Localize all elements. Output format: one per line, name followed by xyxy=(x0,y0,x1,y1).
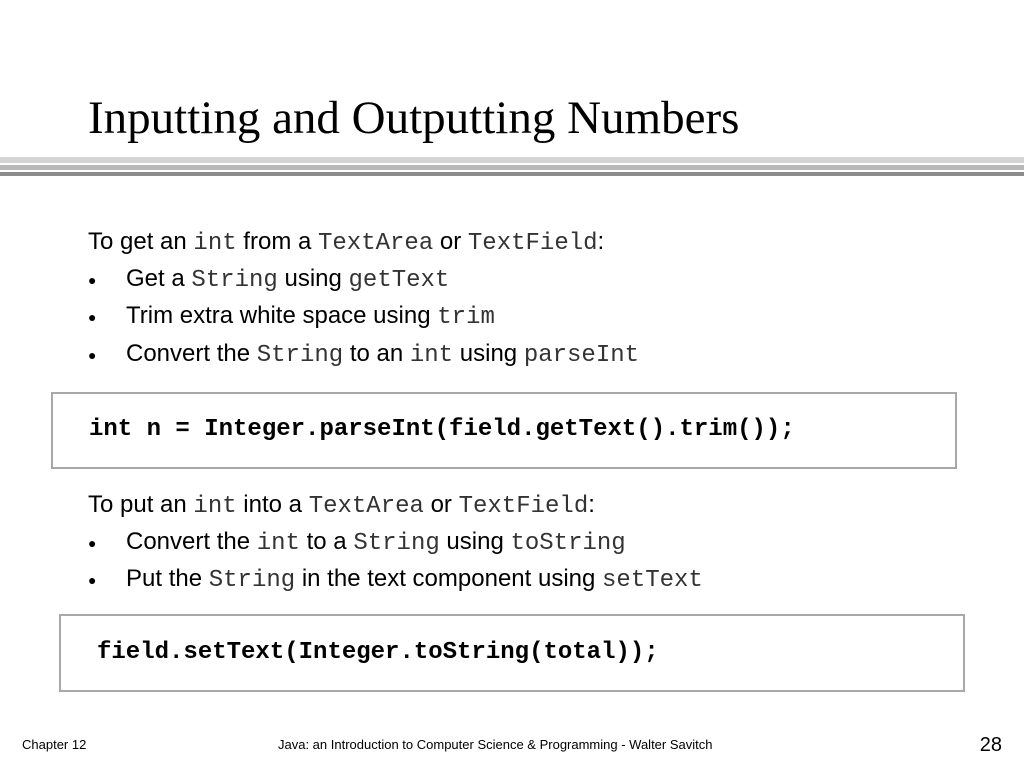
text-run: : xyxy=(588,491,595,518)
bullet-dot: ● xyxy=(88,347,97,363)
text-run: from a xyxy=(236,228,318,255)
code-run: TextField xyxy=(458,493,589,520)
section2-bullet-1 xyxy=(126,525,626,561)
code-run: int xyxy=(193,493,237,520)
footer-book-title: Java: an Introduction to Computer Science & Programming - Walter Savitch xyxy=(278,737,713,752)
section2-bullet-2 xyxy=(126,562,703,598)
code-run: TextField xyxy=(467,230,598,257)
code-run: int xyxy=(409,342,454,369)
code-run: String xyxy=(256,342,344,369)
text-run: in the text component using xyxy=(295,565,603,592)
text-run: Convert the xyxy=(126,340,257,367)
bullet-dot: ● xyxy=(88,272,97,288)
text-run: or xyxy=(433,228,468,255)
bullet-dot: ● xyxy=(88,572,97,588)
title-rule-dark xyxy=(0,172,1024,176)
code-parse-int: int n = Integer.parseInt(field.getText().trim()); xyxy=(89,416,795,443)
text-run: : xyxy=(597,228,605,255)
section1-bullet-2 xyxy=(126,299,495,335)
code-run: TextArea xyxy=(318,230,434,257)
section1-bullet-1 xyxy=(126,262,449,298)
bullet-dot: ● xyxy=(88,309,97,325)
bullet-dot: ● xyxy=(88,535,97,551)
code-run: String xyxy=(353,530,440,557)
text-run: into a xyxy=(236,491,309,518)
text-run: to a xyxy=(299,528,354,555)
code-run: setText xyxy=(602,567,703,594)
code-run: int xyxy=(256,530,300,557)
footer-chapter: Chapter 12 xyxy=(22,737,87,752)
text-run: or xyxy=(423,491,459,518)
text-run: using xyxy=(439,528,511,555)
text-run: Trim extra white space using xyxy=(126,302,438,329)
code-set-text: field.setText(Integer.toString(total)); xyxy=(97,639,659,666)
text-run: To put an xyxy=(88,491,194,518)
code-run: trim xyxy=(437,304,495,331)
section1-bullet-3 xyxy=(126,337,639,373)
title-rule-mid xyxy=(0,165,1024,170)
slide-title: Inputting and Outputting Numbers xyxy=(88,92,740,144)
text-run: to an xyxy=(343,340,410,367)
text-run: Put the xyxy=(126,565,209,592)
code-box-parse xyxy=(51,392,957,469)
text-run: using xyxy=(277,265,349,292)
code-box-settext xyxy=(59,614,965,692)
text-run: Get a xyxy=(126,265,192,292)
section1-intro xyxy=(88,225,604,261)
code-run: getText xyxy=(348,267,450,294)
code-run: parseInt xyxy=(523,342,640,369)
text-run: using xyxy=(453,340,524,367)
title-rule-light xyxy=(0,157,1024,163)
code-run: TextArea xyxy=(308,493,424,520)
code-run: String xyxy=(191,267,278,294)
code-run: String xyxy=(208,567,296,594)
code-run: toString xyxy=(510,530,626,557)
page-number: 28 xyxy=(979,734,1002,756)
section2-intro xyxy=(88,488,595,524)
text-run: Convert the xyxy=(126,528,257,555)
text-run: To get an xyxy=(88,228,194,255)
code-run: int xyxy=(193,230,237,257)
